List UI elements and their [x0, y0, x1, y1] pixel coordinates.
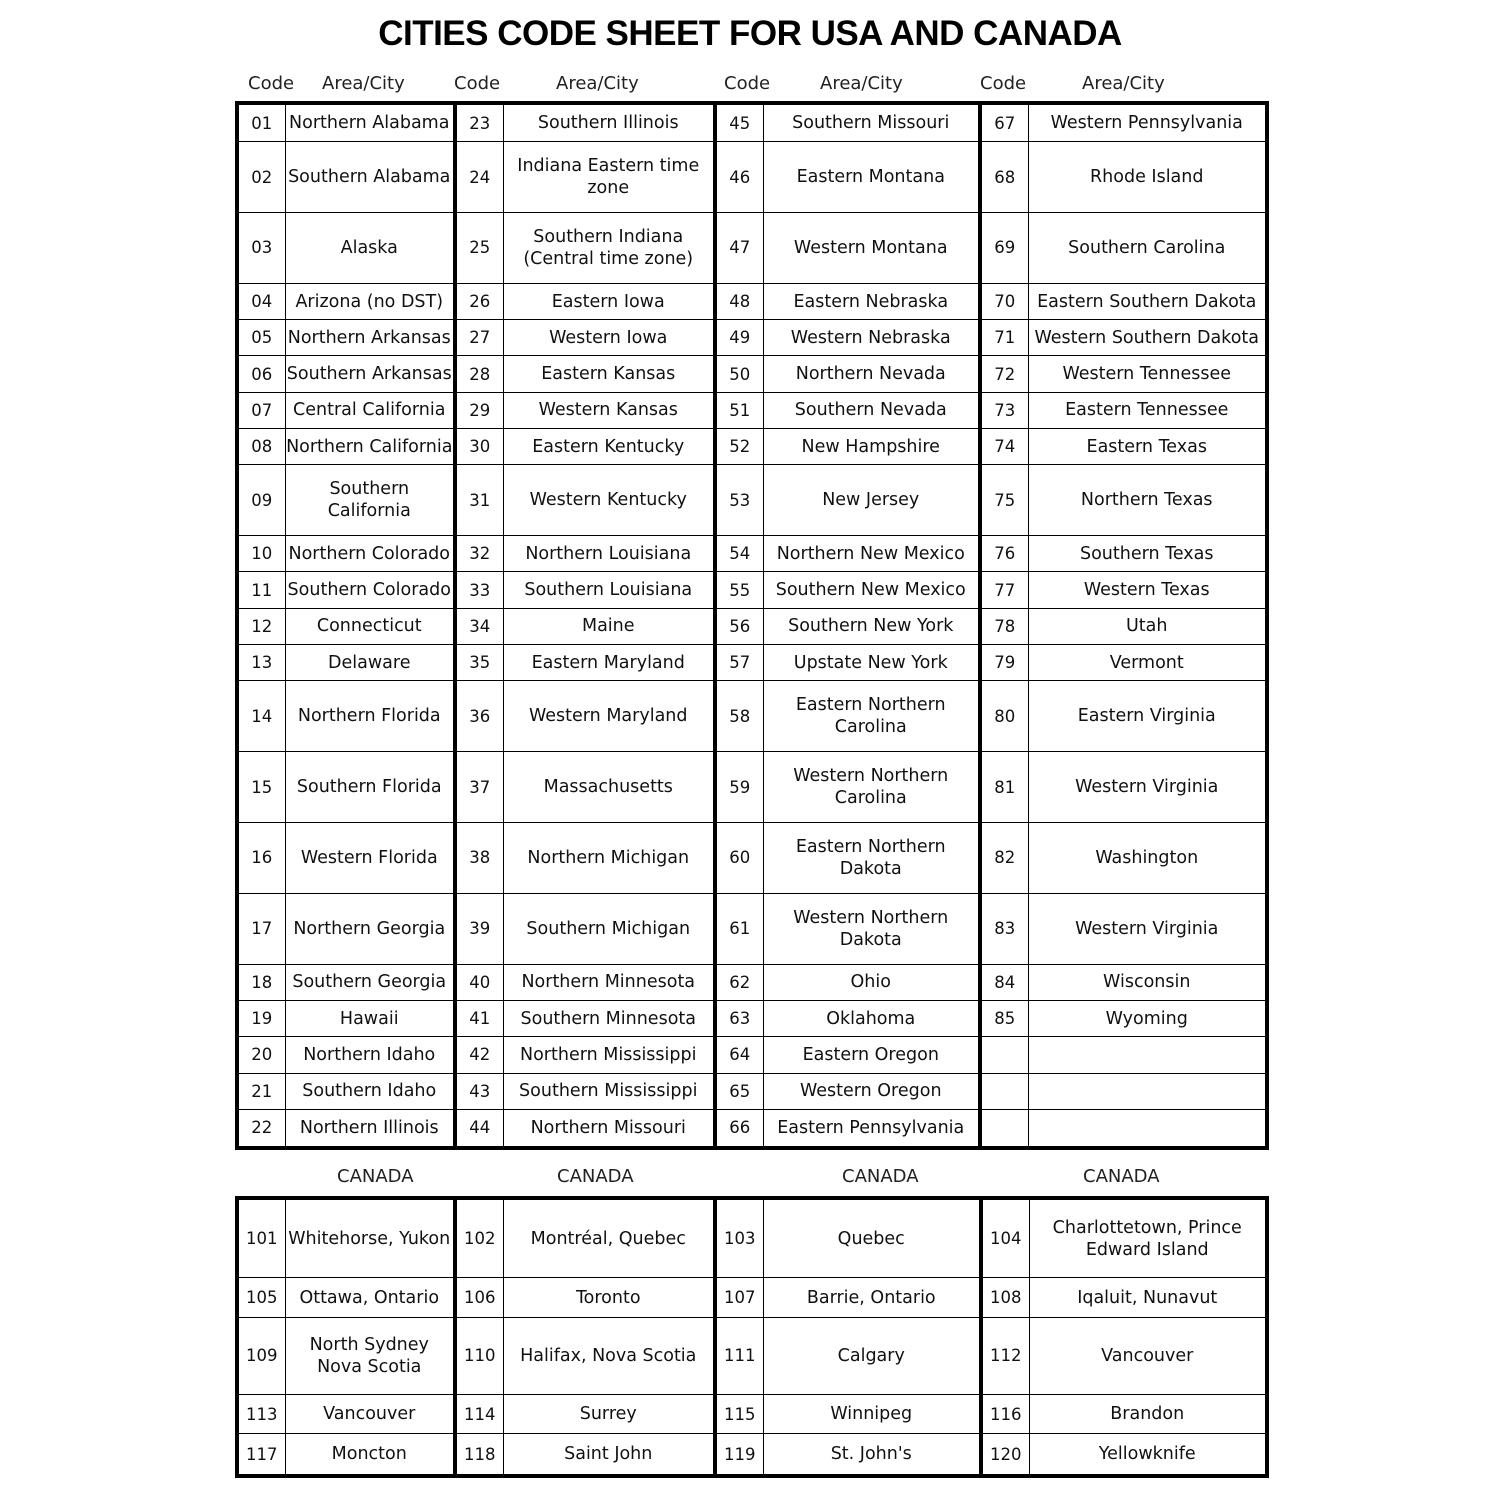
usa-area-cell: Eastern Tennessee [1028, 392, 1267, 428]
code-header-1: Code [248, 73, 295, 94]
usa-area-cell: Northern Arkansas [285, 320, 455, 356]
canada-code-cell: 116 [981, 1394, 1029, 1433]
usa-row [237, 752, 1267, 823]
usa-area-cell: Western Tennessee [1028, 356, 1267, 392]
canada-area-cell: Winnipeg [763, 1394, 981, 1433]
usa-code-cell: 84 [980, 964, 1028, 1000]
usa-area-cell: Southern New Mexico [763, 572, 980, 608]
usa-row [237, 320, 1267, 356]
usa-area-cell: Eastern Maryland [503, 644, 715, 680]
usa-area-cell: Northern Louisiana [503, 536, 715, 572]
usa-code-cell: 40 [455, 964, 503, 1000]
usa-code-cell: 46 [715, 142, 763, 213]
usa-area-cell: Western Kansas [503, 392, 715, 428]
usa-code-cell: 43 [455, 1073, 503, 1109]
usa-code-cell: 12 [237, 608, 285, 644]
canada-code-cell: 109 [237, 1317, 285, 1394]
usa-code-cell: 60 [715, 822, 763, 893]
usa-code-cell: 20 [237, 1037, 285, 1073]
usa-code-table [235, 101, 1269, 1150]
usa-area-cell: New Hampshire [763, 428, 980, 464]
usa-area-cell: Western Texas [1028, 572, 1267, 608]
usa-area-cell: Northern Alabama [285, 103, 455, 142]
code-header-3: Code [724, 73, 771, 94]
area-header-3: Area/City [820, 73, 903, 94]
usa-row [237, 536, 1267, 572]
code-header-4: Code [980, 73, 1027, 94]
canada-area-cell: Surrey [503, 1394, 715, 1433]
canada-code-cell: 113 [237, 1394, 285, 1433]
canada-row [237, 1317, 1267, 1394]
canada-area-cell: Ottawa, Ontario [285, 1278, 455, 1317]
canada-code-cell: 103 [715, 1198, 763, 1278]
usa-code-cell: 77 [980, 572, 1028, 608]
usa-area-cell: Northern California [285, 428, 455, 464]
usa-code-cell: 45 [715, 103, 763, 142]
canada-code-cell: 101 [237, 1198, 285, 1278]
usa-area-cell: Southern Georgia [285, 964, 455, 1000]
usa-area-cell: Southern Nevada [763, 392, 980, 428]
usa-area-cell: Western Southern Dakota [1028, 320, 1267, 356]
usa-area-cell: Eastern Iowa [503, 283, 715, 319]
usa-code-cell: 10 [237, 536, 285, 572]
column-header-row [0, 73, 1500, 99]
usa-area-cell: Massachusetts [503, 752, 715, 823]
usa-area-cell: Southern Carolina [1028, 213, 1267, 284]
usa-code-cell: 58 [715, 681, 763, 752]
usa-code-cell: 73 [980, 392, 1028, 428]
usa-code-cell: 03 [237, 213, 285, 284]
usa-area-cell: Eastern Northern Dakota [763, 822, 980, 893]
canada-code-cell: 110 [455, 1317, 503, 1394]
usa-code-cell: 01 [237, 103, 285, 142]
usa-code-cell: 75 [980, 465, 1028, 536]
canada-code-cell: 108 [981, 1278, 1029, 1317]
usa-code-cell: 65 [715, 1073, 763, 1109]
usa-row [237, 428, 1267, 464]
usa-code-cell: 23 [455, 103, 503, 142]
usa-area-cell: Western Nebraska [763, 320, 980, 356]
usa-area-cell: Delaware [285, 644, 455, 680]
usa-code-cell [980, 1073, 1028, 1109]
usa-code-cell: 24 [455, 142, 503, 213]
usa-row [237, 356, 1267, 392]
usa-row [237, 644, 1267, 680]
usa-row [237, 608, 1267, 644]
usa-area-cell: Eastern Virginia [1028, 681, 1267, 752]
usa-area-cell: Alaska [285, 213, 455, 284]
canada-area-cell: Montréal, Quebec [503, 1198, 715, 1278]
usa-area-cell: Northern Idaho [285, 1037, 455, 1073]
usa-area-cell: Eastern Kansas [503, 356, 715, 392]
usa-area-cell: Southern Mississippi [503, 1073, 715, 1109]
canada-code-cell: 105 [237, 1278, 285, 1317]
canada-area-cell: Yellowknife [1029, 1434, 1267, 1476]
canada-area-cell: Saint John [503, 1434, 715, 1476]
usa-code-cell: 76 [980, 536, 1028, 572]
usa-code-cell: 63 [715, 1001, 763, 1037]
usa-code-cell: 28 [455, 356, 503, 392]
usa-code-cell: 17 [237, 893, 285, 964]
usa-area-cell: Northern Colorado [285, 536, 455, 572]
usa-area-cell: Eastern Northern Carolina [763, 681, 980, 752]
usa-area-cell: Western Montana [763, 213, 980, 284]
usa-area-cell: Eastern Oregon [763, 1037, 980, 1073]
canada-area-cell: Iqaluit, Nunavut [1029, 1278, 1267, 1317]
usa-code-cell: 64 [715, 1037, 763, 1073]
usa-code-cell: 35 [455, 644, 503, 680]
usa-row [237, 1109, 1267, 1148]
usa-code-cell: 14 [237, 681, 285, 752]
canada-header-3: CANADA [842, 1166, 919, 1187]
usa-area-cell: Indiana Eastern time zone [503, 142, 715, 213]
canada-code-cell: 120 [981, 1434, 1029, 1476]
usa-row [237, 681, 1267, 752]
usa-code-cell: 79 [980, 644, 1028, 680]
canada-code-cell: 107 [715, 1278, 763, 1317]
usa-area-cell: Western Maryland [503, 681, 715, 752]
usa-code-cell: 72 [980, 356, 1028, 392]
usa-code-cell: 48 [715, 283, 763, 319]
usa-code-cell: 52 [715, 428, 763, 464]
usa-code-cell: 09 [237, 465, 285, 536]
canada-code-cell: 118 [455, 1434, 503, 1476]
usa-code-cell: 33 [455, 572, 503, 608]
usa-area-cell [1028, 1109, 1267, 1148]
usa-area-cell: Southern Michigan [503, 893, 715, 964]
usa-code-cell: 81 [980, 752, 1028, 823]
canada-area-cell: Whitehorse, Yukon [285, 1198, 455, 1278]
area-header-1: Area/City [322, 73, 405, 94]
usa-code-cell: 22 [237, 1109, 285, 1148]
usa-area-cell: Northern Minnesota [503, 964, 715, 1000]
usa-code-cell: 54 [715, 536, 763, 572]
usa-code-cell: 37 [455, 752, 503, 823]
usa-area-cell: Southern Arkansas [285, 356, 455, 392]
usa-code-cell: 82 [980, 822, 1028, 893]
usa-area-cell: Upstate New York [763, 644, 980, 680]
usa-area-cell: Southern Illinois [503, 103, 715, 142]
usa-area-cell: Eastern Texas [1028, 428, 1267, 464]
canada-row [237, 1278, 1267, 1317]
usa-area-cell: Ohio [763, 964, 980, 1000]
usa-code-cell: 30 [455, 428, 503, 464]
usa-area-cell: Central California [285, 392, 455, 428]
usa-area-cell: Western Oregon [763, 1073, 980, 1109]
usa-code-cell: 50 [715, 356, 763, 392]
usa-code-cell: 39 [455, 893, 503, 964]
usa-area-cell: Utah [1028, 608, 1267, 644]
usa-code-cell [980, 1037, 1028, 1073]
usa-row [237, 572, 1267, 608]
usa-row [237, 392, 1267, 428]
page-title: CITIES CODE SHEET FOR USA AND CANADA [378, 14, 1122, 53]
canada-area-cell: Brandon [1029, 1394, 1267, 1433]
usa-area-cell: Northern Michigan [503, 822, 715, 893]
canada-header-4: CANADA [1083, 1166, 1160, 1187]
usa-code-cell: 67 [980, 103, 1028, 142]
usa-area-cell: Arizona (no DST) [285, 283, 455, 319]
usa-code-cell: 44 [455, 1109, 503, 1148]
usa-code-cell: 80 [980, 681, 1028, 752]
usa-area-cell: Wisconsin [1028, 964, 1267, 1000]
canada-area-cell: Barrie, Ontario [763, 1278, 981, 1317]
usa-area-cell: Wyoming [1028, 1001, 1267, 1037]
canada-code-cell: 106 [455, 1278, 503, 1317]
canada-area-cell: Quebec [763, 1198, 981, 1278]
usa-row [237, 964, 1267, 1000]
usa-code-cell: 68 [980, 142, 1028, 213]
usa-code-cell: 13 [237, 644, 285, 680]
usa-area-cell: Hawaii [285, 1001, 455, 1037]
usa-row [237, 1001, 1267, 1037]
usa-code-cell: 36 [455, 681, 503, 752]
usa-code-cell: 34 [455, 608, 503, 644]
canada-row [237, 1394, 1267, 1433]
usa-area-cell: Southern Indiana (Central time zone) [503, 213, 715, 284]
usa-code-cell: 41 [455, 1001, 503, 1037]
canada-code-table [235, 1196, 1269, 1478]
usa-code-cell: 85 [980, 1001, 1028, 1037]
usa-area-cell: Northern Texas [1028, 465, 1267, 536]
usa-code-cell: 08 [237, 428, 285, 464]
usa-area-cell: Western Virginia [1028, 752, 1267, 823]
usa-code-cell: 56 [715, 608, 763, 644]
canada-area-cell: Vancouver [1029, 1317, 1267, 1394]
usa-code-cell: 38 [455, 822, 503, 893]
usa-area-cell [1028, 1037, 1267, 1073]
code-header-2: Code [454, 73, 501, 94]
usa-code-cell: 32 [455, 536, 503, 572]
usa-code-cell: 29 [455, 392, 503, 428]
usa-code-cell: 66 [715, 1109, 763, 1148]
usa-area-cell: Western Northern Dakota [763, 893, 980, 964]
usa-code-cell: 49 [715, 320, 763, 356]
usa-code-cell: 61 [715, 893, 763, 964]
usa-code-cell: 83 [980, 893, 1028, 964]
usa-code-cell: 53 [715, 465, 763, 536]
usa-code-cell: 15 [237, 752, 285, 823]
usa-area-cell: Southern Florida [285, 752, 455, 823]
usa-code-cell: 57 [715, 644, 763, 680]
usa-code-cell: 70 [980, 283, 1028, 319]
usa-code-cell: 11 [237, 572, 285, 608]
usa-code-cell: 19 [237, 1001, 285, 1037]
usa-row [237, 283, 1267, 319]
usa-code-cell: 74 [980, 428, 1028, 464]
usa-area-cell: Eastern Kentucky [503, 428, 715, 464]
usa-code-cell: 07 [237, 392, 285, 428]
usa-area-cell [1028, 1073, 1267, 1109]
usa-code-cell: 18 [237, 964, 285, 1000]
usa-area-cell: Vermont [1028, 644, 1267, 680]
usa-area-cell: Rhode Island [1028, 142, 1267, 213]
canada-row [237, 1434, 1267, 1476]
canada-code-cell: 104 [981, 1198, 1029, 1278]
usa-area-cell: Western Kentucky [503, 465, 715, 536]
canada-area-cell: Moncton [285, 1434, 455, 1476]
usa-code-cell: 02 [237, 142, 285, 213]
usa-code-cell: 71 [980, 320, 1028, 356]
canada-code-cell: 117 [237, 1434, 285, 1476]
usa-code-cell: 55 [715, 572, 763, 608]
canada-area-cell: Vancouver [285, 1394, 455, 1433]
usa-code-cell: 25 [455, 213, 503, 284]
usa-code-cell: 05 [237, 320, 285, 356]
usa-area-cell: Northern Mississippi [503, 1037, 715, 1073]
usa-code-cell: 62 [715, 964, 763, 1000]
usa-code-cell [980, 1109, 1028, 1148]
usa-area-cell: Southern Alabama [285, 142, 455, 213]
usa-row [237, 103, 1267, 142]
usa-code-cell: 47 [715, 213, 763, 284]
usa-area-cell: Southern Idaho [285, 1073, 455, 1109]
canada-header-2: CANADA [557, 1166, 634, 1187]
usa-area-cell: Western Northern Carolina [763, 752, 980, 823]
usa-row [237, 822, 1267, 893]
usa-area-cell: New Jersey [763, 465, 980, 536]
usa-row [237, 142, 1267, 213]
usa-code-cell: 31 [455, 465, 503, 536]
usa-row [237, 465, 1267, 536]
usa-code-cell: 59 [715, 752, 763, 823]
usa-area-cell: Western Iowa [503, 320, 715, 356]
usa-area-cell: Northern Florida [285, 681, 455, 752]
canada-header-row [0, 1166, 1500, 1192]
usa-area-cell: Northern Missouri [503, 1109, 715, 1148]
canada-row [237, 1198, 1267, 1278]
canada-area-cell: Toronto [503, 1278, 715, 1317]
usa-area-cell: Western Pennsylvania [1028, 103, 1267, 142]
usa-area-cell: Maine [503, 608, 715, 644]
usa-area-cell: Eastern Montana [763, 142, 980, 213]
usa-area-cell: Southern Minnesota [503, 1001, 715, 1037]
usa-row [237, 213, 1267, 284]
canada-header-1: CANADA [337, 1166, 414, 1187]
usa-area-cell: Northern New Mexico [763, 536, 980, 572]
usa-row [237, 1073, 1267, 1109]
usa-area-cell: Oklahoma [763, 1001, 980, 1037]
usa-code-cell: 04 [237, 283, 285, 319]
usa-code-cell: 21 [237, 1073, 285, 1109]
usa-row [237, 1037, 1267, 1073]
usa-area-cell: Washington [1028, 822, 1267, 893]
canada-code-cell: 102 [455, 1198, 503, 1278]
canada-code-cell: 112 [981, 1317, 1029, 1394]
usa-area-cell: Western Florida [285, 822, 455, 893]
canada-code-cell: 114 [455, 1394, 503, 1433]
canada-code-cell: 115 [715, 1394, 763, 1433]
usa-row [237, 893, 1267, 964]
usa-area-cell: Southern Missouri [763, 103, 980, 142]
usa-area-cell: Southern Texas [1028, 536, 1267, 572]
area-header-4: Area/City [1082, 73, 1165, 94]
usa-area-cell: Southern New York [763, 608, 980, 644]
usa-code-cell: 27 [455, 320, 503, 356]
usa-code-cell: 06 [237, 356, 285, 392]
usa-code-cell: 16 [237, 822, 285, 893]
canada-area-cell: Charlottetown, Prince Edward Island [1029, 1198, 1267, 1278]
usa-area-cell: Southern Louisiana [503, 572, 715, 608]
canada-area-cell: Halifax, Nova Scotia [503, 1317, 715, 1394]
usa-code-cell: 78 [980, 608, 1028, 644]
canada-area-cell: North Sydney Nova Scotia [285, 1317, 455, 1394]
usa-area-cell: Eastern Nebraska [763, 283, 980, 319]
usa-area-cell: Southern California [285, 465, 455, 536]
usa-area-cell: Southern Colorado [285, 572, 455, 608]
usa-code-cell: 42 [455, 1037, 503, 1073]
usa-area-cell: Connecticut [285, 608, 455, 644]
canada-code-cell: 111 [715, 1317, 763, 1394]
usa-code-cell: 26 [455, 283, 503, 319]
canada-area-cell: Calgary [763, 1317, 981, 1394]
usa-area-cell: Eastern Southern Dakota [1028, 283, 1267, 319]
canada-code-cell: 119 [715, 1434, 763, 1476]
usa-area-cell: Northern Illinois [285, 1109, 455, 1148]
usa-code-cell: 69 [980, 213, 1028, 284]
usa-area-cell: Northern Nevada [763, 356, 980, 392]
usa-area-cell: Northern Georgia [285, 893, 455, 964]
usa-area-cell: Western Virginia [1028, 893, 1267, 964]
area-header-2: Area/City [556, 73, 639, 94]
usa-code-cell: 51 [715, 392, 763, 428]
canada-area-cell: St. John's [763, 1434, 981, 1476]
usa-area-cell: Eastern Pennsylvania [763, 1109, 980, 1148]
